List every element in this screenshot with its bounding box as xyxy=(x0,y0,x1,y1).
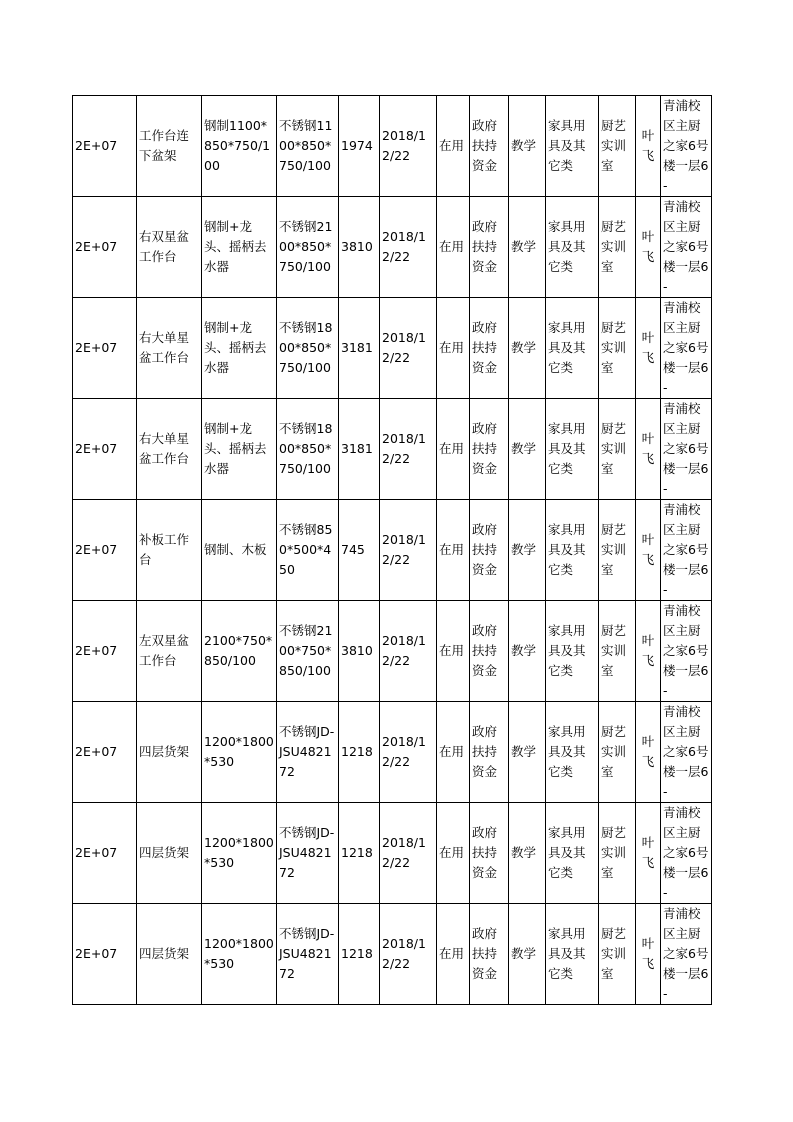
value-cell: 745 xyxy=(339,500,380,601)
category-cell: 家具用具及其它类 xyxy=(546,96,599,197)
category-cell: 家具用具及其它类 xyxy=(546,197,599,298)
asset-code-cell: 2E+07 xyxy=(73,96,137,197)
room-cell: 厨艺实训室 xyxy=(599,500,636,601)
table-row xyxy=(73,601,712,702)
material-cell: 不锈钢1800*850*750/100 xyxy=(277,298,339,399)
usage-cell: 教学 xyxy=(509,298,546,399)
category-cell: 家具用具及其它类 xyxy=(546,904,599,1005)
asset-name-cell: 工作台连下盆架 xyxy=(137,96,202,197)
value-cell: 1974 xyxy=(339,96,380,197)
table-row xyxy=(73,197,712,298)
date-cell: 2018/12/22 xyxy=(380,197,437,298)
custodian-cell: 叶飞 xyxy=(636,904,661,1005)
custodian-cell: 叶飞 xyxy=(636,298,661,399)
date-cell: 2018/12/22 xyxy=(380,96,437,197)
spec-cell: 钢制+龙头、摇柄去水器 xyxy=(202,298,277,399)
spec-cell: 钢制+龙头、摇柄去水器 xyxy=(202,399,277,500)
fund-source-cell: 政府扶持资金 xyxy=(470,197,509,298)
spec-cell: 2100*750*850/100 xyxy=(202,601,277,702)
room-cell: 厨艺实训室 xyxy=(599,904,636,1005)
spec-cell: 1200*1800*530 xyxy=(202,803,277,904)
fund-source-cell: 政府扶持资金 xyxy=(470,803,509,904)
date-cell: 2018/12/22 xyxy=(380,601,437,702)
room-cell: 厨艺实训室 xyxy=(599,803,636,904)
asset-code-cell: 2E+07 xyxy=(73,904,137,1005)
table-row xyxy=(73,702,712,803)
fund-source-cell: 政府扶持资金 xyxy=(470,904,509,1005)
spec-cell: 1200*1800*530 xyxy=(202,904,277,1005)
category-cell: 家具用具及其它类 xyxy=(546,702,599,803)
date-cell: 2018/12/22 xyxy=(380,702,437,803)
spec-cell: 钢制1100*850*750/100 xyxy=(202,96,277,197)
category-cell: 家具用具及其它类 xyxy=(546,601,599,702)
status-cell: 在用 xyxy=(437,197,470,298)
value-cell: 3810 xyxy=(339,601,380,702)
asset-name-cell: 左双星盆工作台 xyxy=(137,601,202,702)
usage-cell: 教学 xyxy=(509,500,546,601)
asset-table xyxy=(72,95,712,1005)
table-row xyxy=(73,96,712,197)
fund-source-cell: 政府扶持资金 xyxy=(470,399,509,500)
room-cell: 厨艺实训室 xyxy=(599,96,636,197)
table-row xyxy=(73,803,712,904)
table-row xyxy=(73,500,712,601)
location-cell: 青浦校区主厨之家6号楼一层6- xyxy=(661,298,712,399)
value-cell: 3181 xyxy=(339,298,380,399)
value-cell: 3181 xyxy=(339,399,380,500)
material-cell: 不锈钢JD-JSU482172 xyxy=(277,702,339,803)
table-row xyxy=(73,399,712,500)
spec-cell: 钢制+龙头、摇柄去水器 xyxy=(202,197,277,298)
status-cell: 在用 xyxy=(437,96,470,197)
value-cell: 1218 xyxy=(339,904,380,1005)
status-cell: 在用 xyxy=(437,298,470,399)
custodian-cell: 叶飞 xyxy=(636,702,661,803)
asset-name-cell: 四层货架 xyxy=(137,702,202,803)
status-cell: 在用 xyxy=(437,601,470,702)
room-cell: 厨艺实训室 xyxy=(599,197,636,298)
asset-name-cell: 四层货架 xyxy=(137,803,202,904)
date-cell: 2018/12/22 xyxy=(380,500,437,601)
asset-name-cell: 四层货架 xyxy=(137,904,202,1005)
location-cell: 青浦校区主厨之家6号楼一层6- xyxy=(661,197,712,298)
value-cell: 1218 xyxy=(339,803,380,904)
fund-source-cell: 政府扶持资金 xyxy=(470,298,509,399)
category-cell: 家具用具及其它类 xyxy=(546,399,599,500)
custodian-cell: 叶飞 xyxy=(636,500,661,601)
asset-code-cell: 2E+07 xyxy=(73,399,137,500)
location-cell: 青浦校区主厨之家6号楼一层6- xyxy=(661,702,712,803)
location-cell: 青浦校区主厨之家6号楼一层6- xyxy=(661,803,712,904)
status-cell: 在用 xyxy=(437,702,470,803)
asset-code-cell: 2E+07 xyxy=(73,803,137,904)
room-cell: 厨艺实训室 xyxy=(599,399,636,500)
date-cell: 2018/12/22 xyxy=(380,399,437,500)
asset-name-cell: 右双星盆工作台 xyxy=(137,197,202,298)
custodian-cell: 叶飞 xyxy=(636,96,661,197)
fund-source-cell: 政府扶持资金 xyxy=(470,702,509,803)
material-cell: 不锈钢1100*850*750/100 xyxy=(277,96,339,197)
usage-cell: 教学 xyxy=(509,96,546,197)
status-cell: 在用 xyxy=(437,500,470,601)
fund-source-cell: 政府扶持资金 xyxy=(470,601,509,702)
location-cell: 青浦校区主厨之家6号楼一层6- xyxy=(661,96,712,197)
asset-name-cell: 右大单星盆工作台 xyxy=(137,399,202,500)
asset-name-cell: 右大单星盆工作台 xyxy=(137,298,202,399)
table-row xyxy=(73,904,712,1005)
usage-cell: 教学 xyxy=(509,399,546,500)
material-cell: 不锈钢JD-JSU482172 xyxy=(277,803,339,904)
status-cell: 在用 xyxy=(437,904,470,1005)
location-cell: 青浦校区主厨之家6号楼一层6- xyxy=(661,399,712,500)
asset-code-cell: 2E+07 xyxy=(73,500,137,601)
custodian-cell: 叶飞 xyxy=(636,197,661,298)
usage-cell: 教学 xyxy=(509,197,546,298)
custodian-cell: 叶飞 xyxy=(636,601,661,702)
room-cell: 厨艺实训室 xyxy=(599,702,636,803)
material-cell: 不锈钢2100*850*750/100 xyxy=(277,197,339,298)
usage-cell: 教学 xyxy=(509,904,546,1005)
status-cell: 在用 xyxy=(437,399,470,500)
material-cell: 不锈钢1800*850*750/100 xyxy=(277,399,339,500)
location-cell: 青浦校区主厨之家6号楼一层6- xyxy=(661,500,712,601)
date-cell: 2018/12/22 xyxy=(380,904,437,1005)
room-cell: 厨艺实训室 xyxy=(599,298,636,399)
category-cell: 家具用具及其它类 xyxy=(546,803,599,904)
fund-source-cell: 政府扶持资金 xyxy=(470,500,509,601)
asset-code-cell: 2E+07 xyxy=(73,197,137,298)
value-cell: 1218 xyxy=(339,702,380,803)
asset-code-cell: 2E+07 xyxy=(73,702,137,803)
custodian-cell: 叶飞 xyxy=(636,803,661,904)
table-row xyxy=(73,298,712,399)
spec-cell: 钢制、木板 xyxy=(202,500,277,601)
usage-cell: 教学 xyxy=(509,702,546,803)
value-cell: 3810 xyxy=(339,197,380,298)
status-cell: 在用 xyxy=(437,803,470,904)
usage-cell: 教学 xyxy=(509,803,546,904)
fund-source-cell: 政府扶持资金 xyxy=(470,96,509,197)
date-cell: 2018/12/22 xyxy=(380,803,437,904)
spec-cell: 1200*1800*530 xyxy=(202,702,277,803)
table-body xyxy=(73,96,712,1005)
custodian-cell: 叶飞 xyxy=(636,399,661,500)
category-cell: 家具用具及其它类 xyxy=(546,298,599,399)
material-cell: 不锈钢2100*750*850/100 xyxy=(277,601,339,702)
asset-code-cell: 2E+07 xyxy=(73,298,137,399)
category-cell: 家具用具及其它类 xyxy=(546,500,599,601)
usage-cell: 教学 xyxy=(509,601,546,702)
date-cell: 2018/12/22 xyxy=(380,298,437,399)
location-cell: 青浦校区主厨之家6号楼一层6- xyxy=(661,601,712,702)
asset-code-cell: 2E+07 xyxy=(73,601,137,702)
asset-name-cell: 补板工作台 xyxy=(137,500,202,601)
material-cell: 不锈钢850*500*450 xyxy=(277,500,339,601)
location-cell: 青浦校区主厨之家6号楼一层6- xyxy=(661,904,712,1005)
material-cell: 不锈钢JD-JSU482172 xyxy=(277,904,339,1005)
room-cell: 厨艺实训室 xyxy=(599,601,636,702)
